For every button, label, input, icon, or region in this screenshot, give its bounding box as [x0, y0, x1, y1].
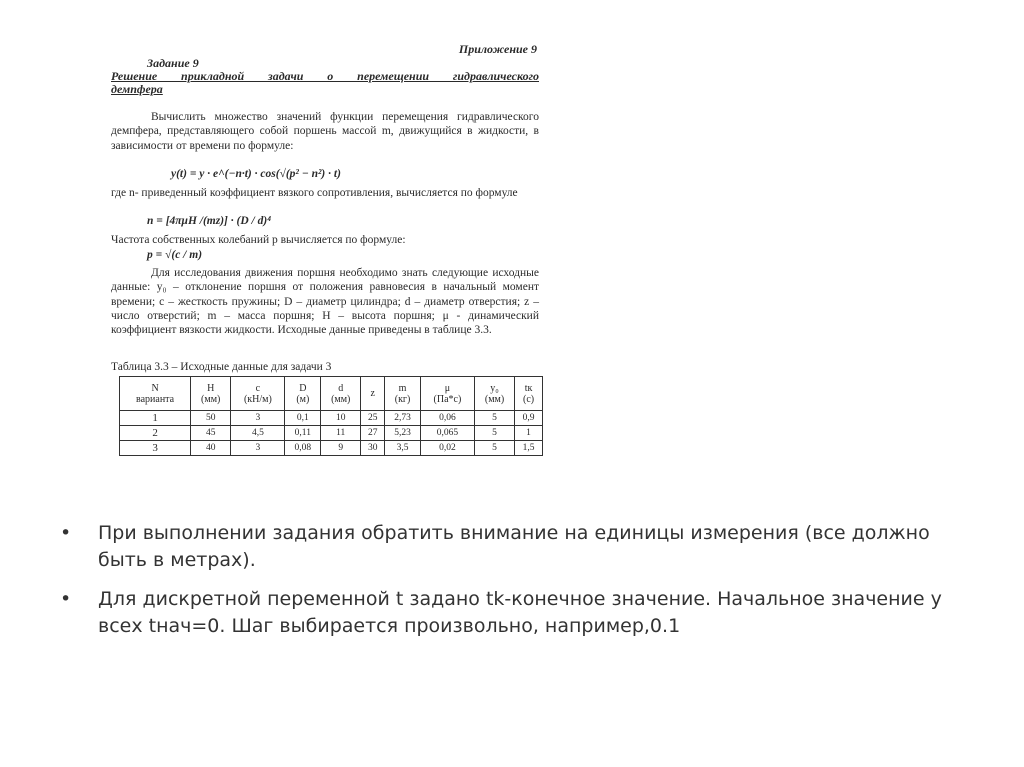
table-cell: 5	[474, 441, 514, 456]
table-cell: 0,06	[420, 411, 474, 426]
header-cell: H (мм)	[191, 377, 231, 411]
header-cell: N варианта	[120, 377, 191, 411]
bullet-text: При выполнении задания обратить внимание на единицы измерения (все должно быть в метрах).	[98, 522, 930, 571]
scanned-task-document	[105, 40, 545, 470]
task-title-line2: демпфера	[111, 82, 163, 96]
table-cell: 27	[361, 426, 385, 441]
table-cell: 45	[191, 426, 231, 441]
paragraph-n-coefficient: где n- приведенный коэффициент вязкого сопротивления, вычисляется по формуле	[111, 187, 518, 199]
bullet-item-units	[60, 520, 980, 574]
table-row	[120, 426, 543, 441]
table-cell: 10	[321, 411, 361, 426]
table-caption: Таблица 3.3 – Исходные данные для задачи 3	[111, 361, 332, 373]
formula-n: n = [4πμH /(mz)] · (D / d)⁴	[147, 215, 272, 227]
table-cell: 25	[361, 411, 385, 426]
table-cell: 3,5	[385, 441, 421, 456]
table-cell: 0,1	[285, 411, 321, 426]
header-cell: μ (Па*с)	[420, 377, 474, 411]
header-cell: D (м)	[285, 377, 321, 411]
table-cell: 1	[120, 411, 191, 426]
table-cell: 0,9	[515, 411, 543, 426]
table-cell: 50	[191, 411, 231, 426]
bullet-item-time-step	[60, 586, 980, 640]
table-cell: 1	[515, 426, 543, 441]
task-number: Задание 9	[147, 56, 199, 70]
bullet-list	[60, 520, 980, 652]
table-cell: 3	[231, 411, 285, 426]
bullet-dot-icon: •	[60, 588, 72, 610]
bullet-dot-icon: •	[60, 522, 72, 544]
table-cell: 4,5	[231, 426, 285, 441]
table-cell: 2	[120, 426, 191, 441]
table-cell: 11	[321, 426, 361, 441]
table-cell: 0,065	[420, 426, 474, 441]
table-cell: 9	[321, 441, 361, 456]
table-cell: 5	[474, 411, 514, 426]
task-title-line1: Решение прикладной задачи о перемещении гидравлического	[111, 69, 539, 83]
appendix-label: Приложение 9	[458, 42, 537, 56]
table-cell: 0,02	[420, 441, 474, 456]
table-cell: 2,73	[385, 411, 421, 426]
table-cell: 1,5	[515, 441, 543, 456]
header-cell: tк (с)	[515, 377, 543, 411]
header-cell: m (кг)	[385, 377, 421, 411]
table-cell: 0,11	[285, 426, 321, 441]
paragraph-input-data: Для исследования движения поршня необходимо знать следующие исходные данные: y₀ – отклонение поршня от положения равновесия в начальный момент времени; c – жесткость пружины; D – диаметр цилиндра; d – диаметр отверстия; z – число отверстий; m – масса поршня; H – высота поршня; μ - динамический коэффициент вязкости жидкости. Исходные данные приведены в таблице 3.3.	[111, 267, 539, 337]
input-data-table	[119, 376, 543, 456]
formula-displacement: y(t) = y · e^(−n·t) · cos(√(p² − n²) · t)	[171, 168, 341, 180]
table-cell: 0,08	[285, 441, 321, 456]
header-cell: d (мм)	[321, 377, 361, 411]
table-cell: 5	[474, 426, 514, 441]
table-header-row	[120, 377, 543, 411]
header-cell: c (кН/м)	[231, 377, 285, 411]
table-cell: 3	[120, 441, 191, 456]
paragraph-intro: Вычислить множество значений функции перемещения гидравлического демпфера, представляющего собой поршень массой m, движущийся в жидкости, в зависимости от времени по формуле:	[111, 111, 539, 152]
table-cell: 40	[191, 441, 231, 456]
paragraph-frequency: Частота собственных колебаний p вычисляется по формуле:	[111, 234, 406, 246]
table-cell: 30	[361, 441, 385, 456]
table-cell: 5,23	[385, 426, 421, 441]
header-cell: y₀ (мм)	[474, 377, 514, 411]
bullet-text: Для дискретной переменной t задано tk-конечное значение. Начальное значение у всех tнач=0. Шаг выбирается произвольно, например,0.1	[98, 588, 942, 637]
formula-p: p = √(c / m)	[147, 249, 203, 261]
table-cell: 3	[231, 441, 285, 456]
header-cell: z	[361, 377, 385, 411]
table-row	[120, 411, 543, 426]
table-row	[120, 441, 543, 456]
task-title	[111, 70, 539, 96]
